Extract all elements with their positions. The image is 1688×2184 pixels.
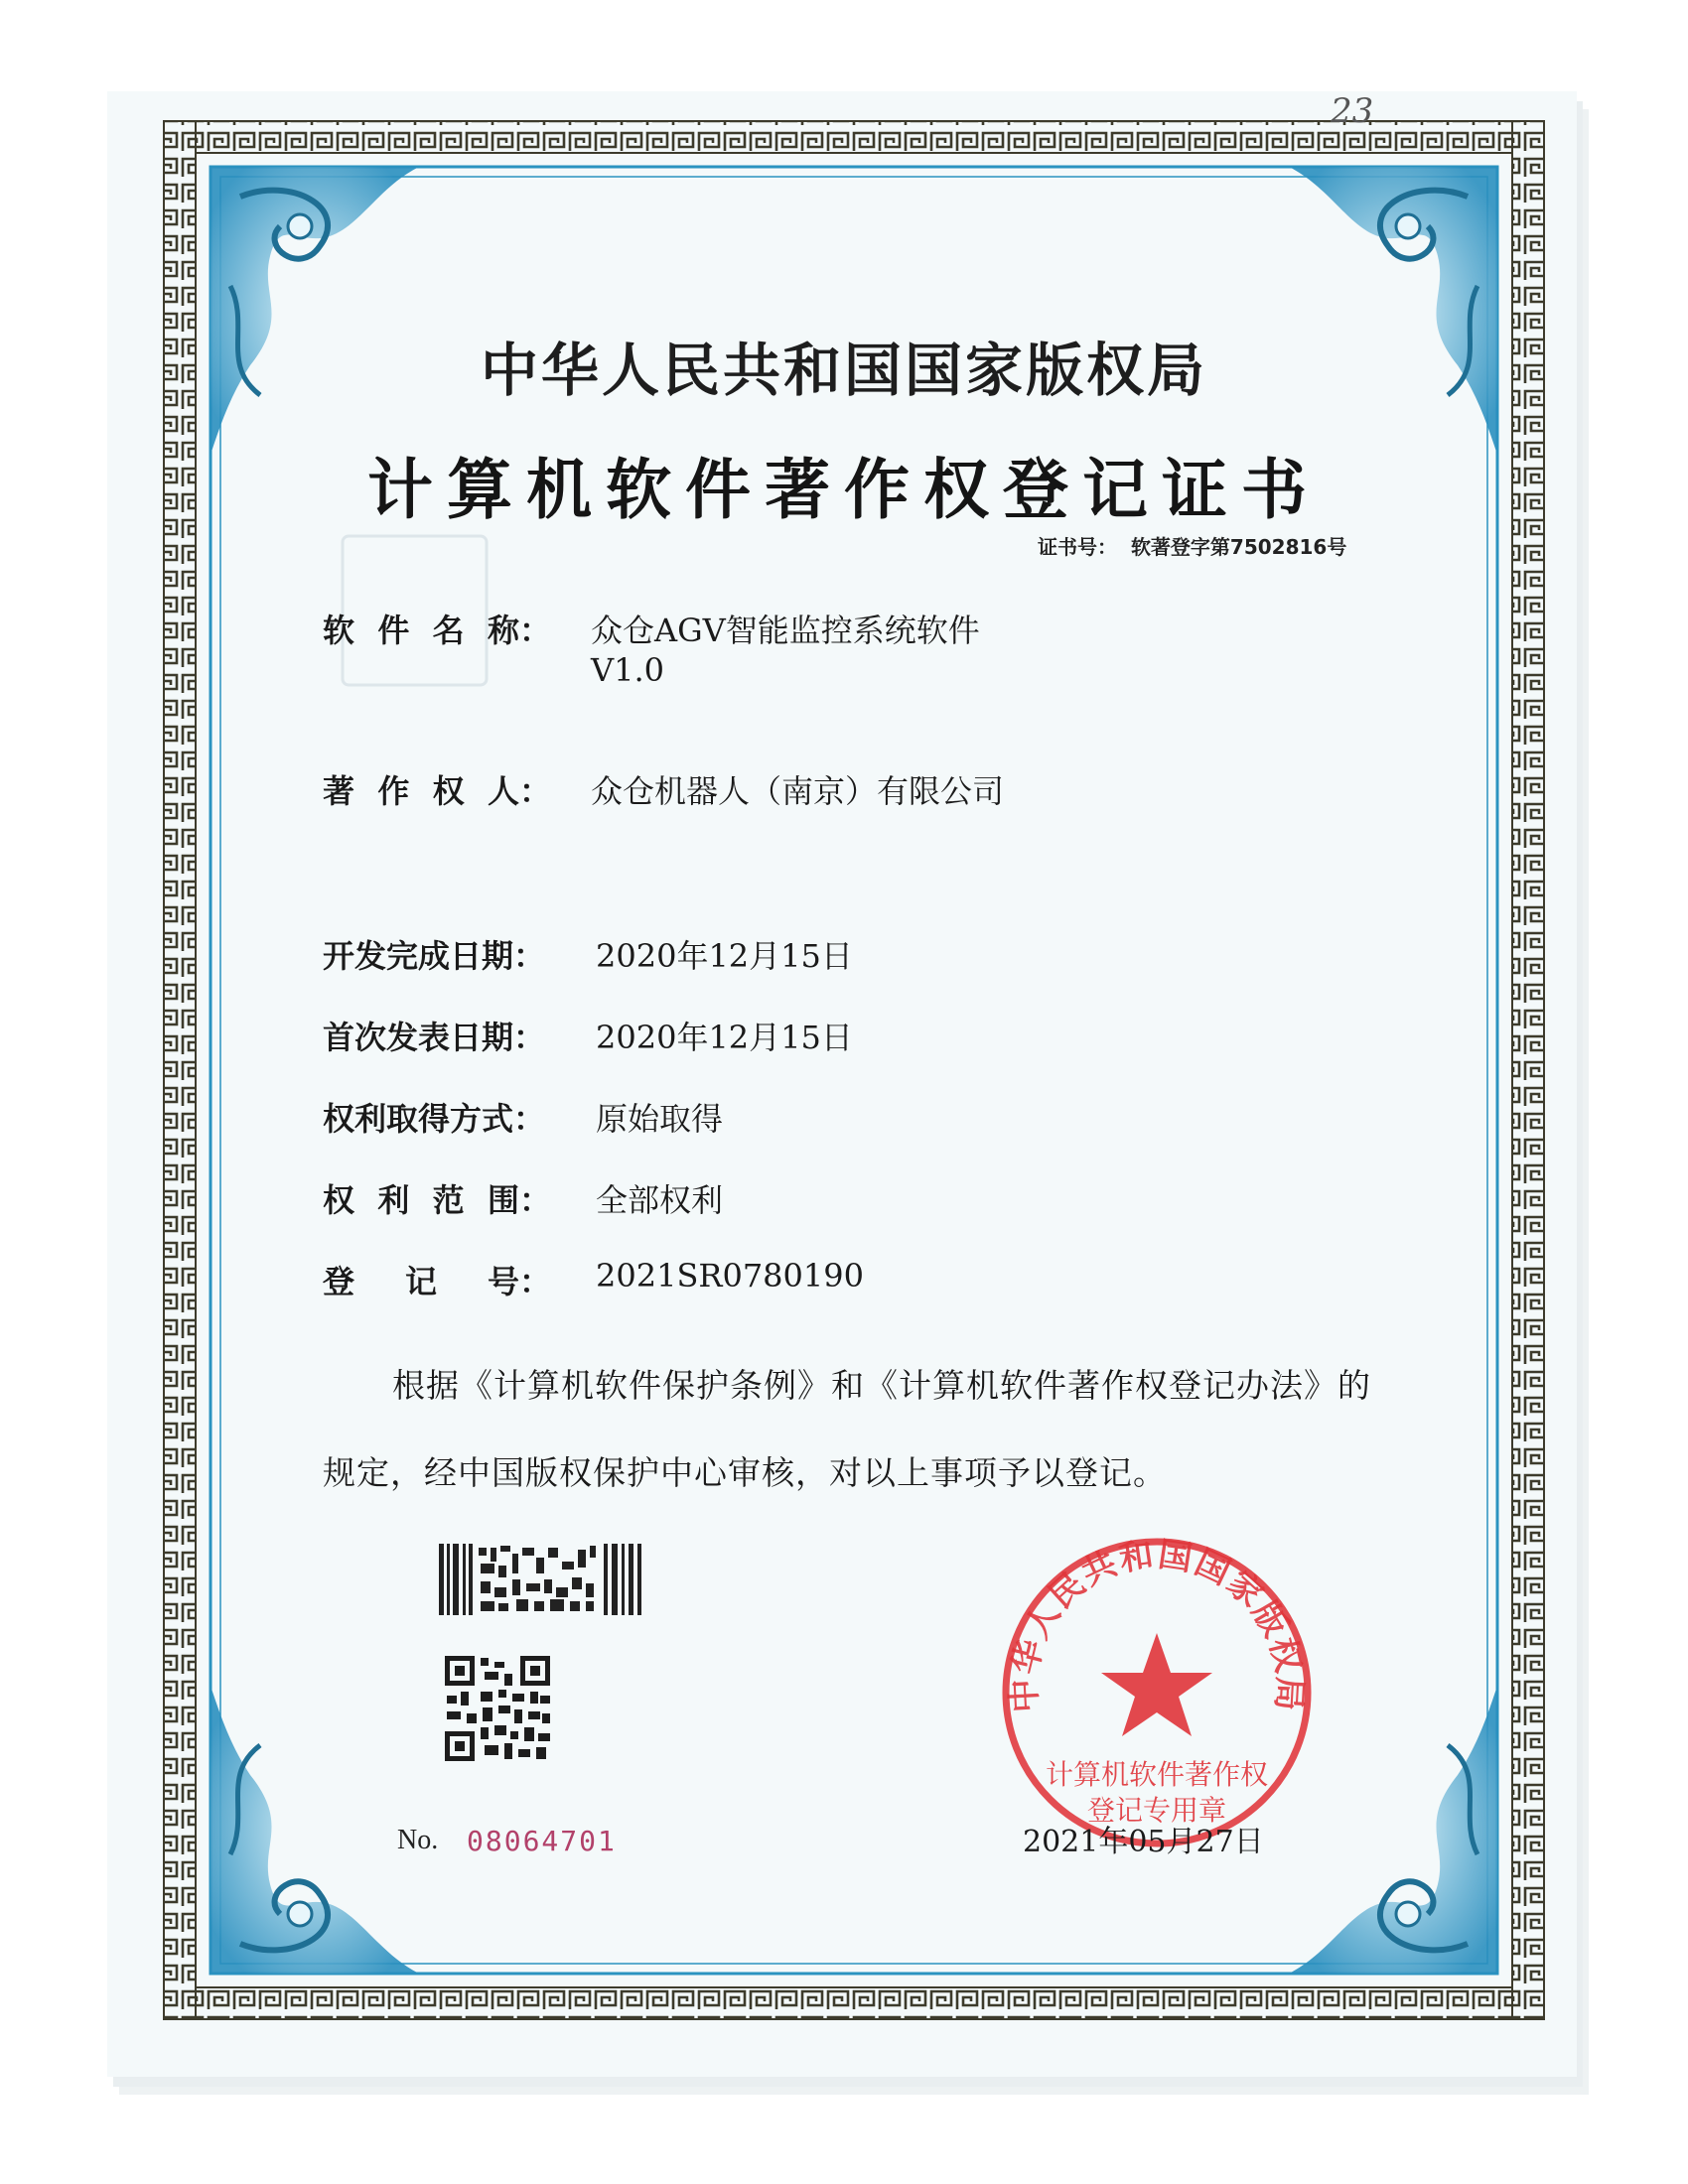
official-seal [998,1534,1316,1851]
certificate-title: 计算机软件著作权登记证书 [367,451,1321,528]
corner-ornament-icon [211,1686,419,1974]
corner-ornament-icon [1289,1686,1497,1974]
copyright-holder-value: 众仓机器人（南京）有限公司 [591,772,1005,810]
first-publication-date-value: 2020年12月15日 [596,1019,853,1056]
corner-ornament-icon [1289,167,1497,455]
serial-number-label: No. [397,1825,439,1855]
copyright-holder-label: 著 作 权 人： [323,772,551,810]
software-name-label: 软 件 名 称： [323,612,551,649]
software-name-value: 众仓AGV智能监控系统软件 [591,612,980,649]
serial-number-value: 08064701 [467,1825,617,1857]
seal-star-icon [1101,1633,1212,1736]
barcode-icon [437,1544,643,1615]
rights-acquisition-label: 权利取得方式： [323,1100,546,1138]
statement-line-1: 根据《计算机软件保护条例》和《计算机软件著作权登记办法》的 [392,1366,1371,1405]
registration-number-label: 登 记 号： [323,1263,551,1300]
software-version-value: V1.0 [591,651,664,689]
dev-completion-date-label: 开发完成日期： [323,937,546,975]
corner-ornament-icon [211,167,419,455]
qr-code-icon [445,1656,550,1761]
rights-acquisition-value: 原始取得 [596,1100,724,1138]
seal-line-2: 登记专用章 [1086,1794,1227,1827]
seal-ring-text: 中华人民共和国国家版权局 [1004,1535,1310,1714]
registration-number-value: 2021SR0780190 [596,1257,864,1295]
first-publication-date-label: 首次发表日期： [323,1019,546,1056]
rights-scope-value: 全部权利 [596,1181,724,1219]
seal-line-1: 计算机软件著作权 [1045,1758,1269,1791]
issue-date: 2021年05月27日 [1023,1825,1264,1859]
certificate-number: 证书号： 软著登字第7502816号 [1038,535,1347,559]
statement-line-2: 规定，经中国版权保护中心审核，对以上事项予以登记。 [323,1453,1167,1492]
dev-completion-date-value: 2020年12月15日 [596,937,853,975]
handwritten-note: 23 [1331,91,1374,131]
rights-scope-label: 权 利 范 围： [323,1181,551,1219]
issuing-authority: 中华人民共和国国家版权局 [480,337,1207,404]
